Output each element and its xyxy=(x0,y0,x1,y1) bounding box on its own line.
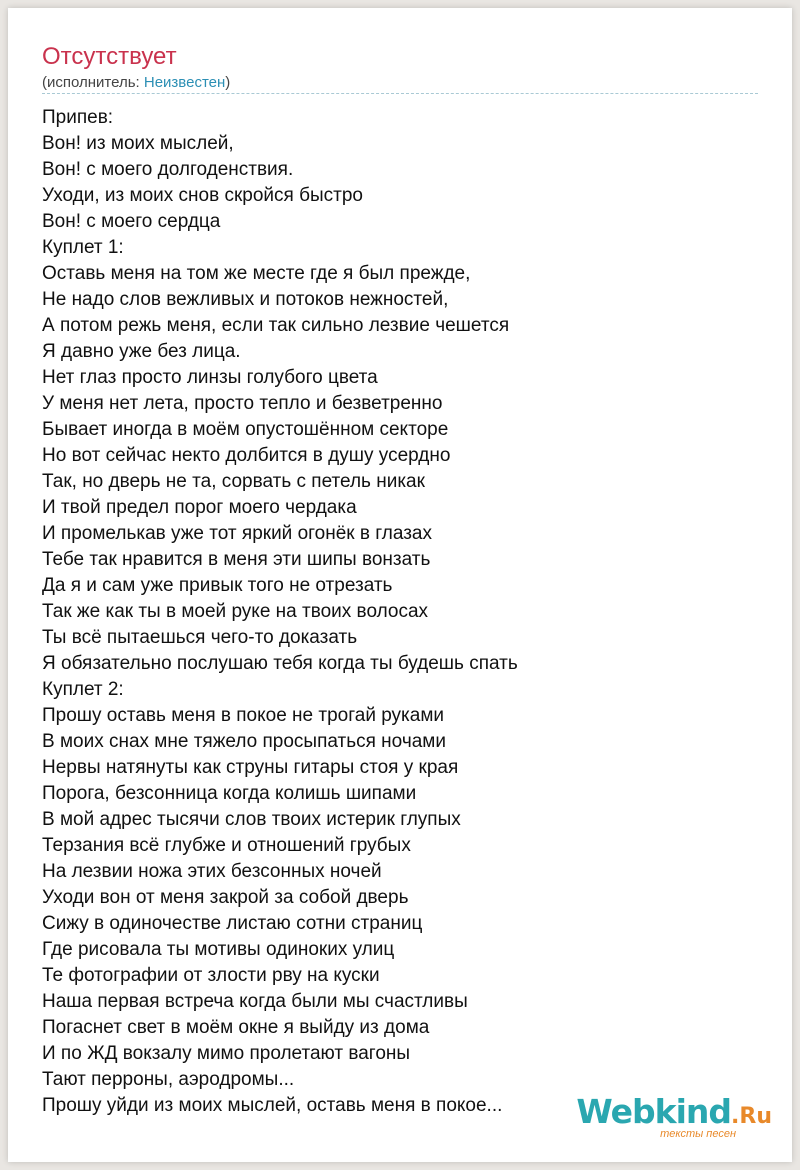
lyric-line: Уходи, из моих снов скройся быстро xyxy=(42,185,363,206)
site-logo[interactable] xyxy=(576,1092,772,1144)
lyric-line: У меня нет лета, просто тепло и безветренно xyxy=(42,393,443,414)
logo-tld: .Ru xyxy=(731,1104,772,1129)
lyric-line: Те фотографии от злости рву на куски xyxy=(42,965,380,986)
logo-tagline: тексты песен xyxy=(660,1128,736,1140)
lyric-line: Вон! с моего долгоденствия. xyxy=(42,159,294,180)
artist-line xyxy=(42,74,230,92)
lyric-line: Так, но дверь не та, сорвать с петель никак xyxy=(42,471,425,492)
lyrics-list xyxy=(42,105,762,1119)
lyric-line: Терзания всё глубже и отношений грубых xyxy=(42,835,411,856)
lyric-line: Наша первая встреча когда были мы счастливы xyxy=(42,991,468,1012)
lyric-line: Порога, безсонница когда колишь шипами xyxy=(42,783,417,804)
lyric-line: А потом режь меня, если так сильно лезвие чешется xyxy=(42,315,510,336)
lyric-line: Где рисовала ты мотивы одиноких улиц xyxy=(42,939,395,960)
song-title: Отсутствует xyxy=(42,43,177,70)
lyric-line: Прошу уйди из моих мыслей, оставь меня в покое... xyxy=(42,1095,503,1116)
lyric-line: Куплет 1: xyxy=(42,237,124,258)
lyric-line: Сижу в одиночестве листаю сотни страниц xyxy=(42,913,423,934)
lyric-line: Тебе так нравится в меня эти шипы вонзать xyxy=(42,549,431,570)
artist-link[interactable]: Неизвестен xyxy=(143,74,226,91)
lyric-line: Нет глаз просто линзы голубого цвета xyxy=(42,367,378,388)
lyric-line: Погаснет свет в моём окне я выйду из дома xyxy=(42,1017,430,1038)
lyric-line: В моих снах мне тяжело просыпаться ночами xyxy=(42,731,446,752)
lyric-line: Куплет 2: xyxy=(42,679,124,700)
logo-word: Webkind xyxy=(576,1092,732,1131)
lyrics-page xyxy=(8,8,792,1162)
lyric-line: И промелькав уже тот яркий огонёк в глазах xyxy=(42,523,432,544)
lyric-line: И твой предел порог моего чердака xyxy=(42,497,357,518)
divider xyxy=(42,93,758,94)
lyric-line: Не надо слов вежливых и потоков нежностей, xyxy=(42,289,449,310)
lyric-line: Вон! из моих мыслей, xyxy=(42,133,234,154)
lyric-line: Ты всё пытаешься чего-то доказать xyxy=(42,627,358,648)
lyric-line: Тают перроны, аэродромы... xyxy=(42,1069,295,1090)
artist-suffix: ) xyxy=(225,74,231,91)
lyric-line: Вон! с моего сердца xyxy=(42,211,221,232)
lyric-line: Я обязательно послушаю тебя когда ты будешь спать xyxy=(42,653,518,674)
lyric-line: Уходи вон от меня закрой за собой дверь xyxy=(42,887,409,908)
lyric-line: На лезвии ножа этих безсонных ночей xyxy=(42,861,382,882)
lyric-line: Но вот сейчас некто долбится в душу усердно xyxy=(42,445,451,466)
lyric-line: Прошу оставь меня в покое не трогай руками xyxy=(42,705,445,726)
lyric-line: Оставь меня на том же месте где я был прежде, xyxy=(42,263,471,284)
lyric-line: Да я и сам уже привык того не отрезать xyxy=(42,575,393,596)
lyric-line: Я давно уже без лица. xyxy=(42,341,241,362)
lyric-line: Бывает иногда в моём опустошённом секторе xyxy=(42,419,449,440)
lyric-line: В мой адрес тысячи слов твоих истерик глупых xyxy=(42,809,461,830)
artist-prefix: (исполнитель: xyxy=(42,74,144,91)
lyric-line: Нервы натянуты как струны гитары стоя у края xyxy=(42,757,459,778)
lyric-line: Так же как ты в моей руке на твоих волосах xyxy=(42,601,429,622)
lyric-line: И по ЖД вокзалу мимо пролетают вагоны xyxy=(42,1043,411,1064)
lyric-line: Припев: xyxy=(42,107,114,128)
